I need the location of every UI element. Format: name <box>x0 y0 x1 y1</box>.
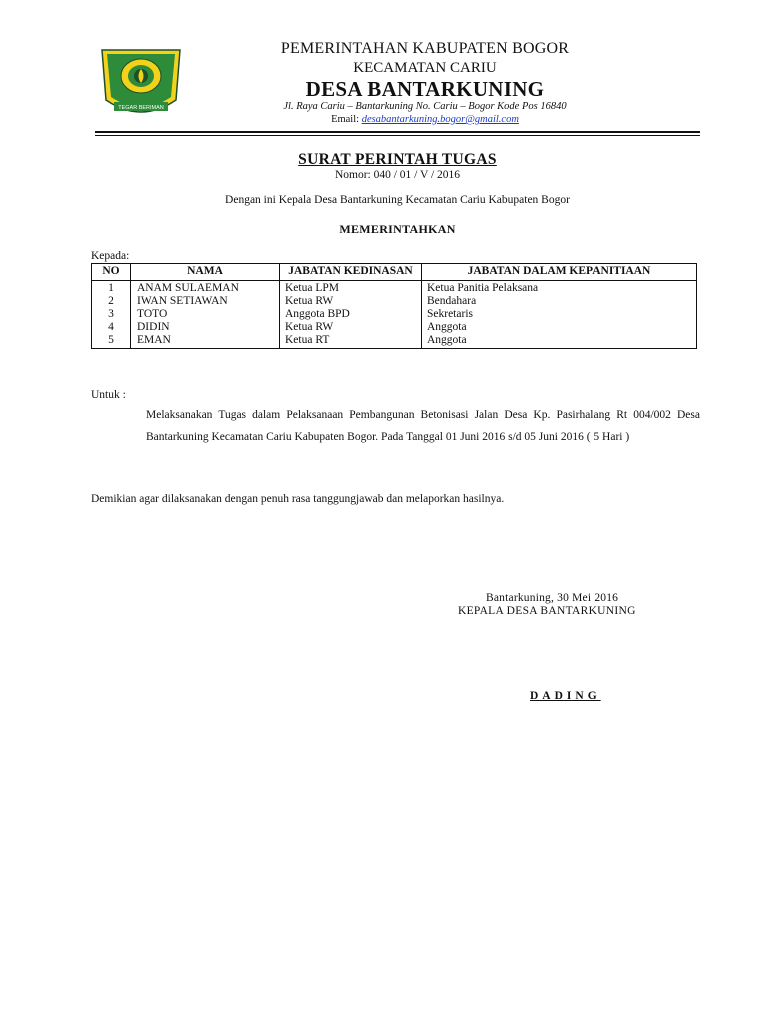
email-link[interactable]: desabantarkuning.bogor@gmail.com <box>361 114 519 125</box>
logo-motto: TEGAR BERIMAN <box>118 105 164 111</box>
letterhead-divider-thin <box>95 135 700 136</box>
email-line <box>190 114 660 125</box>
cell-no: 2 <box>92 295 131 308</box>
signatory-name: DADING <box>530 690 601 702</box>
header-kepanitiaan: JABATAN DALAM KEPANITIAAN <box>422 264 697 281</box>
letterhead-divider-thick <box>95 131 700 133</box>
village-address: Jl. Raya Cariu – Bantarkuning No. Cariu – Bogor Kode Pos 16840 <box>283 101 567 112</box>
table-row <box>92 334 697 349</box>
cell-jabatan: Ketua RW <box>280 295 422 308</box>
cell-nama: TOTO <box>131 308 280 321</box>
cell-no: 1 <box>92 281 131 296</box>
table-row <box>92 281 697 296</box>
letter-intro: Dengan ini Kepala Desa Bantarkuning Kecamatan Cariu Kabupaten Bogor <box>225 194 570 206</box>
cell-kepanitiaan: Anggota <box>422 321 697 334</box>
header-nama: NAMA <box>131 264 280 281</box>
cell-nama: IWAN SETIAWAN <box>131 295 280 308</box>
letter-number: Nomor: 040 / 01 / V / 2016 <box>334 169 461 181</box>
assignment-table <box>91 263 697 349</box>
order-heading: MEMERINTAHKAN <box>339 222 456 236</box>
place-date: Bantarkuning, 30 Mei 2016 <box>486 592 619 604</box>
cell-jabatan: Ketua RT <box>280 334 422 349</box>
cell-jabatan: Ketua RW <box>280 321 422 334</box>
email-label: Email: <box>331 114 362 125</box>
village-name: DESA BANTARKUNING <box>305 77 545 101</box>
letter-title: SURAT PERINTAH TUGAS <box>298 151 497 168</box>
cell-kepanitiaan: Anggota <box>422 334 697 349</box>
header-jabatan: JABATAN KEDINASAN <box>280 264 422 281</box>
cell-nama: EMAN <box>131 334 280 349</box>
cell-nama: ANAM SULAEMAN <box>131 281 280 296</box>
cell-kepanitiaan: Bendahara <box>422 295 697 308</box>
closing-statement: Demikian agar dilaksanakan dengan penuh rasa tanggungjawab dan melaporkan hasilnya. <box>91 493 505 505</box>
table-row <box>92 295 697 308</box>
recipients-label: Kepada: <box>91 250 130 262</box>
cell-no: 5 <box>92 334 131 349</box>
government-name: PEMERINTAHAN KABUPATEN BOGOR <box>280 40 570 57</box>
task-description: Melaksanakan Tugas dalam Pelaksanaan Pembangunan Betonisasi Jalan Desa Kp. Pasirhalang Rt 004/002 Desa Bantarkuning Kecamatan Cariu Kabupaten Bogor. Pada Tanggal 01 Juni 2016 s/d 05 Juni 2016 ( 5 Hari ) <box>146 409 700 443</box>
cell-jabatan: Ketua LPM <box>280 281 422 296</box>
cell-no: 4 <box>92 321 131 334</box>
table-header-row <box>92 264 697 281</box>
header-no: NO <box>92 264 131 281</box>
cell-no: 3 <box>92 308 131 321</box>
table-row <box>92 308 697 321</box>
purpose-label: Untuk : <box>91 389 126 401</box>
cell-nama: DIDIN <box>131 321 280 334</box>
table-row <box>92 321 697 334</box>
cell-kepanitiaan: Ketua Panitia Pelaksana <box>422 281 697 296</box>
cell-kepanitiaan: Sekretaris <box>422 308 697 321</box>
cell-jabatan: Anggota BPD <box>280 308 422 321</box>
signatory-position: KEPALA DESA BANTARKUNING <box>458 605 636 617</box>
village-logo <box>100 44 182 122</box>
district-name: KECAMATAN CARIU <box>353 60 497 76</box>
